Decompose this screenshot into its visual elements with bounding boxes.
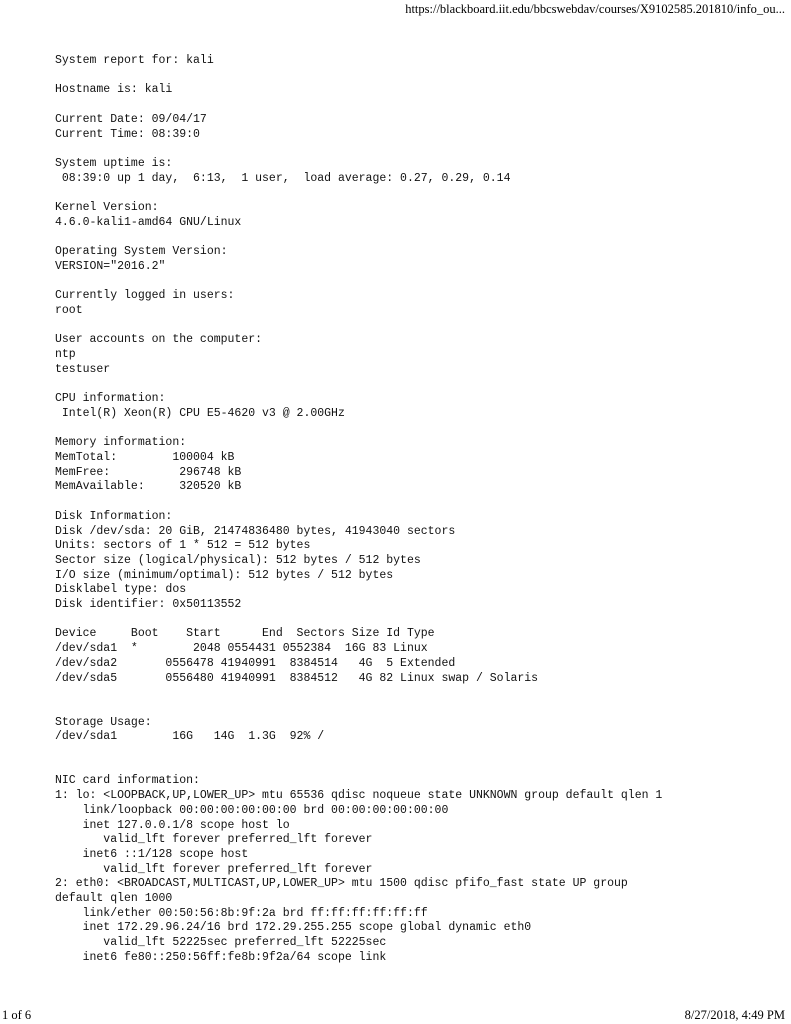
page-url-header: https://blackboard.iit.edu/bbcswebdav/courses/X9102585.201810/info_ou... (405, 2, 785, 16)
page-number-footer: 1 of 6 (2, 1008, 32, 1022)
print-datetime-footer: 8/27/2018, 4:49 PM (684, 1008, 785, 1022)
system-report-text: System report for: kali Hostname is: kali Current Date: 09/04/17 Current Time: 08:39:0 System uptime is: 08:39:0 up 1 day, 6:13, 1 user, load average: 0.27, 0.29, 0.14 Kernel Version: 4.6.0-kali1-amd64 GNU/Linux Operating System Version: VERSION="2016.2" Currently logged in users: root User accounts on the computer: ntp testuser CPU information: Intel(R) Xeon(R) CPU E5-4620 v3 @ 2.00GHz Memory information: MemTotal: 100004 kB MemFree: 296748 kB MemAvailable: 320520 kB Disk Information: Disk /dev/sda: 20 GiB, 21474836480 bytes, 41943040 sectors Units: sectors of 1 * 512 = 512 bytes Sector size (logical/physical): 512 bytes / 512 bytes I/O size (minimum/optimal): 512 bytes / 512 bytes Disklabel type: dos Disk identifier: 0x50113552 Device Boot Start End Sectors Size Id Type /dev/sda1 * 2048 0554431 0552384 16G 83 Linux /dev/sda2 0556478 41940991 8384514 4G 5 Extended /dev/sda5 0556480 41940991 8384512 4G 82 Linux swap / Solaris Storage Usage: /dev/sda1 16G 14G 1.3G 92% / NIC card information: 1: lo: <LOOPBACK,UP,LOWER_UP> mtu 65536 qdisc noqueue state UNKNOWN group default qlen 1 link/loopback 00:00:00:00:00:00 brd 00:00:00:00:00:00 inet 127.0.0.1/8 scope host lo valid_lft forever preferred_lft forever inet6 ::1/128 scope host valid_lft forever preferred_lft forever 2: eth0: <BROADCAST,MULTICAST,UP,LOWER_UP> mtu 1500 qdisc pfifo_fast state UP group default qlen 1000 link/ether 00:50:56:8b:9f:2a brd ff:ff:ff:ff:ff:ff inet 172.29.96.24/16 brd 172.29.255.255 scope global dynamic eth0 valid_lft 52225sec preferred_lft 52225sec inet6 fe80::250:56ff:fe8b:9f2a/64 scope link (55, 54, 663, 964)
